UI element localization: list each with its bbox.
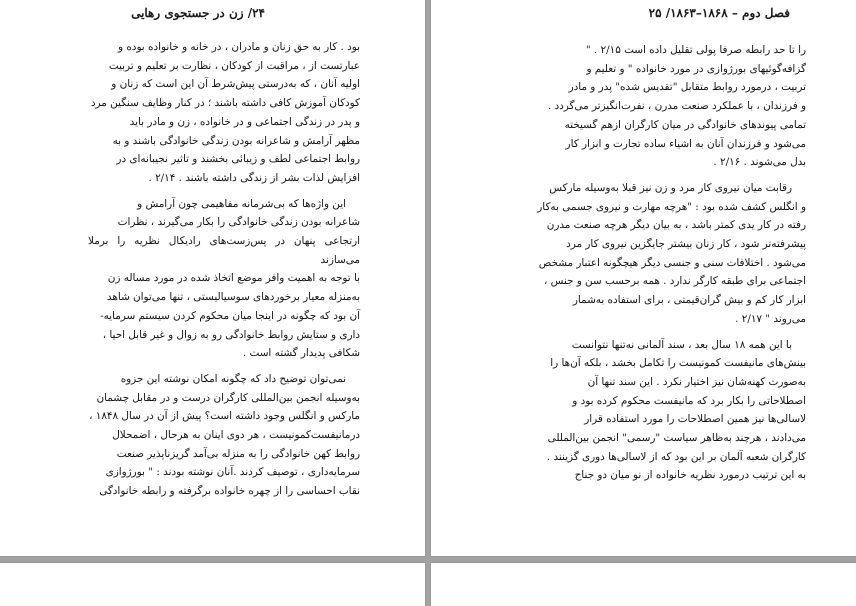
text-line: کارگران شعبه آلمان بر این بود که از لاسالی‌ها دوری گزینند . bbox=[546, 450, 806, 463]
text-line: رفته در کار یدی کمتر باشد ، به بیان دیگر هرچه صنعت مدرن bbox=[546, 219, 806, 232]
paragraph bbox=[494, 179, 806, 329]
text-line: روابط اجتماعی لطف و زیبائی بخشند و تاثیر نجیبانه‌ای در bbox=[116, 153, 360, 166]
text-line: و فرزندان ، با عملکرد صنعت مدرن ، نفرت‌انگیزتر می‌گردد . bbox=[547, 100, 806, 113]
page-body bbox=[88, 38, 360, 501]
text-line: می‌روند " ۲/۱۷ . bbox=[735, 312, 806, 325]
paragraph bbox=[88, 370, 360, 501]
paragraph bbox=[88, 38, 360, 188]
text-line: به‌صورت کهنه‌شان نیز اختیار نکرد . این سند تنها آن bbox=[587, 375, 806, 388]
text-line: داری و ستایش روابط خانوادگی رو به زوال و غیر قابل احیا ، bbox=[102, 328, 360, 341]
text-line: روابط کهن خانوادگی را به منزله بی‌آمد گریزناپذیر صنعت bbox=[116, 447, 360, 460]
text-line: رقابت میان نیروی کار مرد و زن نیز قبلا به‌وسیله مارکس bbox=[549, 181, 792, 194]
text-line: با این همه ۱۸ سال بعد ، سند آلمانی نه‌تنها نتوانست bbox=[571, 338, 792, 351]
text-line: تربیت ، درمورد روابط متقابل "تقدیس شده" پدر و مادر bbox=[568, 81, 806, 94]
text-line: نمی‌توان توضیح داد که چگونه امکان نوشته این جزوه bbox=[120, 372, 346, 385]
text-line: را تا حد رابطه‌ صرفا پولی تقلیل داده است ۲/۱۵ . " bbox=[585, 44, 806, 56]
text-line: مارکس و انگلس وجود داشته است؟ پیش از آن در سال ۱۸۴۸ ، bbox=[89, 410, 360, 423]
text-line: این واژه‌ها که بی‌شرمانه مفاهیمی چون آرامش و bbox=[137, 197, 346, 210]
next-page-right bbox=[431, 563, 856, 606]
paragraph bbox=[494, 41, 806, 172]
page-header: فصل دوم – ۱۸۶۸–۱۸۶۳/ ۲۵ bbox=[648, 6, 790, 20]
text-line: درمانیفست‌کمونیست ، هر دوی اینان به هرحال ، اضمحلال bbox=[112, 429, 360, 442]
text-line: با توجه به اهمیت وافر موضع اتخاذ شده در مورد مساله زن bbox=[107, 272, 360, 285]
page-header: ۲۴/ زن در جستجوی رهایی bbox=[131, 6, 265, 20]
page-body bbox=[494, 41, 806, 485]
text-line: بینش‌های مانیفست کمونیست را تکامل بخشد ، بلکه آن‌ها را bbox=[550, 357, 806, 370]
text-line: می‌شود . اختلافات سنی و جنسی دیگر هیچگونه اعتبار مشخص bbox=[538, 256, 806, 269]
text-line: و پدر در زندگی اجتماعی و در خانواده ، زن و مادر باید bbox=[129, 115, 360, 128]
text-line: عبارتست از ، مراقبت از کودکان ، نظارت بر تعلیم و تربیت bbox=[108, 59, 360, 72]
text-line: اولیه‌ آنان ، که به‌درستی پیش‌شرط آن این است که زنان و bbox=[111, 78, 360, 91]
page-25 bbox=[431, 0, 856, 556]
paragraph bbox=[88, 195, 360, 363]
text-line: ابزار کار کم و بیش گران‌قیمتی ، برای استفاده به‌شمار bbox=[572, 294, 806, 307]
text-line: به‌منزله معیار برخوردهای سوسیالیستی ، تنها می‌توان شاهد bbox=[106, 291, 360, 304]
text-line: نقاب احساسی را از چهره‌ خانواده برگرفته و رابطه‌ خانوادگی bbox=[99, 485, 360, 498]
text-line: ارتجاعی پنهان در پس‌زست‌های رادیکال نظریه را برملا می‌سازند bbox=[88, 235, 360, 266]
text-line: مظهر آرامش و شاعرانه بودن زندگی خانوادگی باشند و به bbox=[112, 134, 360, 147]
text-line: لاسالی‌ها نیز همین اصطلاحات را مورد استفاده قرار bbox=[584, 413, 806, 426]
page-24 bbox=[0, 0, 425, 556]
text-line: افزایش لذات بشر از زندگی داشته باشند . ۲/۱۴ . bbox=[148, 171, 360, 184]
text-line: و انگلس کشف شده بود : "هرچه مهارت و نیروی جسمی به‌کار bbox=[537, 200, 806, 213]
text-line: شکافی پدیدار گشته است . bbox=[242, 347, 360, 360]
text-line: تمامی پیوندهای خانوادگی در میان کارگران ازهم گسیخته bbox=[564, 118, 806, 131]
text-line: می‌دادند ، هرچند به‌ظاهر سیاست "رسمی" انجمن بین‌المللی bbox=[547, 432, 806, 445]
text-line: می‌شود و فرزندان آنان به اشیاء ساده تجارت و ابزار کار bbox=[565, 137, 806, 150]
text-line: به این ترتیب درمورد نظریه خانواده از نو میان دو جناح bbox=[574, 469, 806, 482]
text-line: اجتماعی برای طبقه کارگر ندارد . همه برحسب سن و جنس ، bbox=[543, 275, 806, 288]
text-line: شاعرانه بودن زندگی خانوادگی را بکار می‌گیرند ، نظرات bbox=[117, 216, 360, 229]
text-line: بود . کار به حق زنان و مادران ، در خانه و خانواده بوده و bbox=[118, 41, 360, 53]
text-line: به‌وسیله انجمن بین‌المللی کارگران درست و در مقابل چشمان bbox=[96, 391, 360, 404]
text-line: اصطلاحاتی را بکار برد که مانیفست محکوم کرده بود و bbox=[572, 394, 806, 407]
next-page-left bbox=[0, 563, 425, 606]
text-line: بدل می‌شوند . ۲/۱۶ . bbox=[713, 156, 806, 169]
text-line: سرمایه‌داری ، توصیف کردند .آنان نوشته بودند : " بورژوازی bbox=[105, 466, 360, 479]
text-line: پیشرفته‌تر شود ، کار زنان بیشتر جایگزین نیروی کار مرد bbox=[566, 238, 806, 251]
paragraph bbox=[494, 336, 806, 486]
text-line: آن بود که چگونه در اینجا میان محکوم کردن سیستم سرمایه‌- bbox=[100, 309, 360, 322]
text-line: گزافه‌گوئیهای بورژوازی در مورد خانواده " و تعلیم و bbox=[586, 62, 806, 75]
text-line: کودکان آموزش کافی داشته باشند ؛ در کنار وظایف سنگین مرد bbox=[90, 97, 360, 110]
